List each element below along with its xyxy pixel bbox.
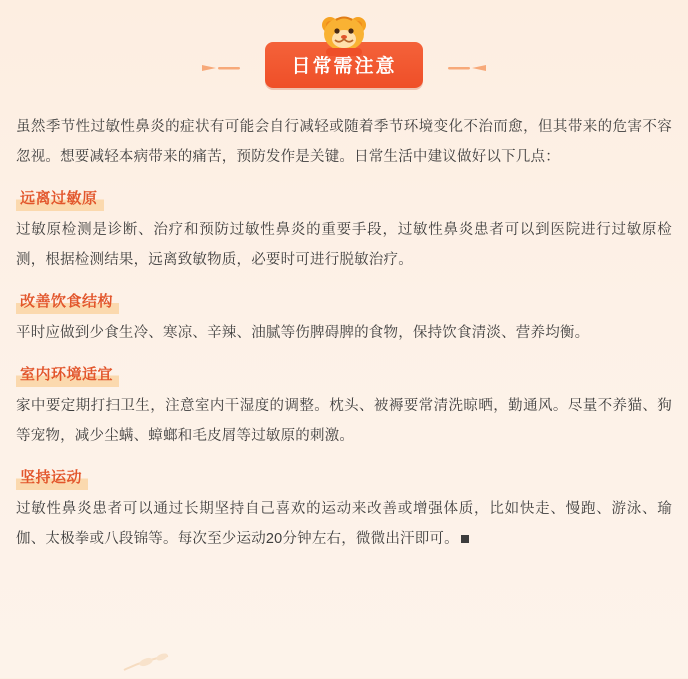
page-title: 日常需注意 bbox=[265, 42, 422, 88]
section-body: 过敏原检测是诊断、治疗和预防过敏性鼻炎的重要手段，过敏性鼻炎患者可以到医院进行过敏原检测，根据检测结果，远离致敏物质，必要时可进行脱敏治疗。 bbox=[16, 222, 672, 268]
ribbon-left-icon bbox=[200, 60, 244, 70]
section-title: 室内环境适宜 bbox=[16, 362, 119, 387]
title-badge bbox=[194, 42, 494, 88]
section-body: 家中要定期打扫卫生，注意室内干湿度的调整。枕头、被褥要常清洗晾晒，勤通风。尽量不养猫、狗等宠物，减少尘螨、蟑螂和毛皮屑等过敏原的刺激。 bbox=[16, 398, 672, 444]
section-allergen bbox=[16, 186, 672, 275]
ribbon-right-icon bbox=[444, 60, 488, 70]
section-body-with-endmark bbox=[16, 494, 672, 554]
section-indoor-environment bbox=[16, 362, 672, 451]
section-title: 改善饮食结构 bbox=[16, 289, 119, 314]
section-body: 过敏性鼻炎患者可以通过长期坚持自己喜欢的运动来改善或增强体质，比如快走、慢跑、游泳、瑜伽、太极拳或八段锦等。每次至少运动20分钟左右，微微出汗即可。 bbox=[16, 501, 672, 547]
article-content bbox=[0, 100, 688, 554]
section-body: 平时应做到少食生冷、寒凉、辛辣、油腻等伤脾碍脾的食物，保持饮食清淡、营养均衡。 bbox=[16, 325, 590, 341]
article-header bbox=[0, 0, 688, 100]
section-diet bbox=[16, 289, 672, 348]
tiger-mascot-icon bbox=[314, 12, 374, 58]
leaf-sprig-icon bbox=[120, 648, 210, 674]
section-exercise bbox=[16, 465, 672, 554]
section-title: 坚持运动 bbox=[16, 465, 88, 490]
section-title: 远离过敏原 bbox=[16, 186, 104, 211]
end-of-article-mark bbox=[461, 535, 469, 543]
intro-paragraph: 虽然季节性过敏性鼻炎的症状有可能会自行减轻或随着季节环境变化不治而愈，但其带来的危害不容忽视。想要减轻本病带来的痛苦，预防发作是关键。日常生活中建议做好以下几点： bbox=[16, 119, 672, 165]
